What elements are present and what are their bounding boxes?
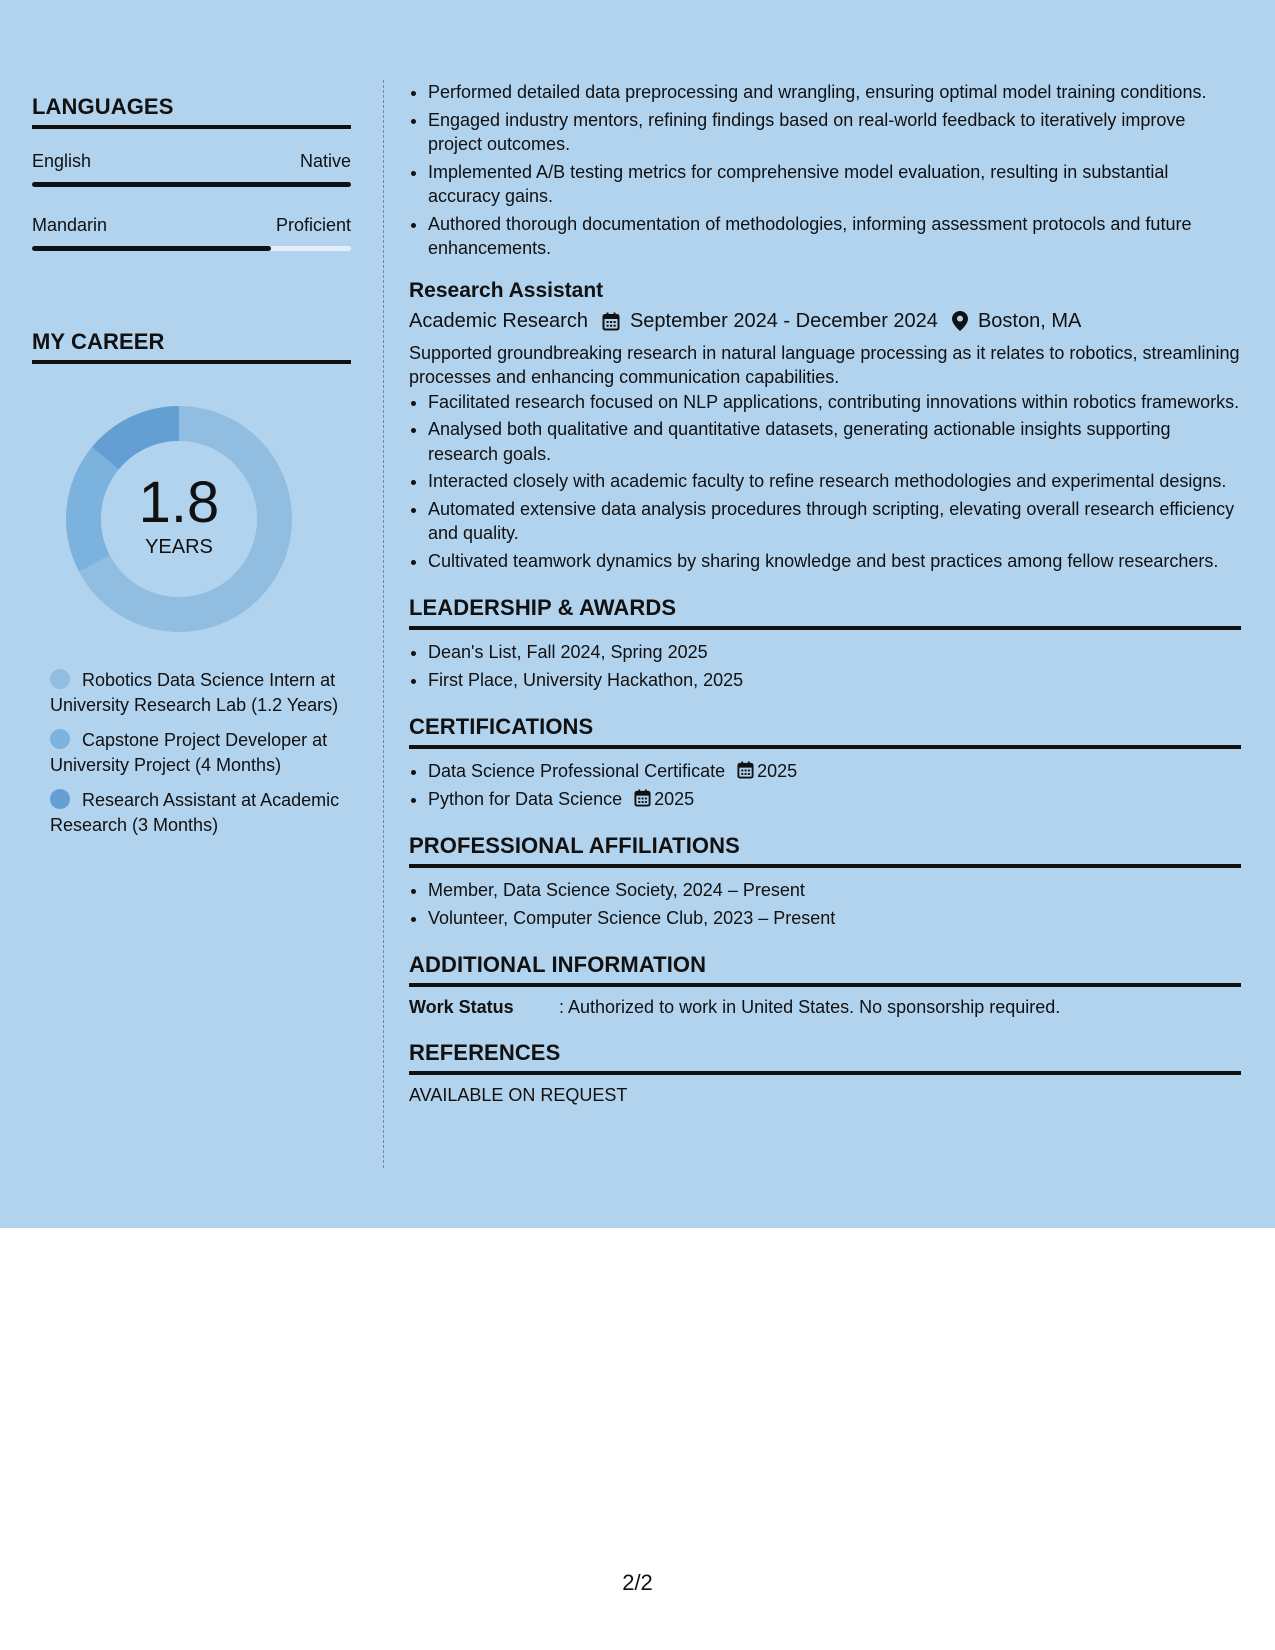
career-legend-item [50,668,340,718]
certifications-heading: CERTIFICATIONS [409,714,1241,749]
career-heading: MY CAREER [32,329,351,364]
legend-label: Capstone Project Developer at University Project (4 Months) [50,730,328,775]
location-pin-icon [952,311,968,331]
calendar-icon [634,789,651,807]
bullet-item: • Automated extensive data analysis procedures through scripting, elevating overall research efficiency and quality. [428,497,1241,546]
language-level: Native [299,151,351,171]
job-summary: Supported groundbreaking research in natural language processing as it relates to robotics, streamlining processes and enhancing communication capabilities. [409,342,1240,387]
proficiency-fill [32,182,351,187]
job-location: Boston, MA [977,309,1082,332]
legend-dot-icon [50,729,70,749]
legend-label: Robotics Data Science Intern at University Research Lab (1.2 Years) [50,670,339,715]
language-name: English [32,151,92,171]
career-total-number: 1.8 [138,469,220,535]
left-column [32,94,351,848]
right-column [409,80,1241,1106]
bullet-item: • Authored thorough documentation of methodologies, informing assessment protocols and future enhancements. [428,212,1241,261]
award-item: • Dean's List, Fall 2024, Spring 2025 [428,640,1241,665]
affiliation-item: • Volunteer, Computer Science Club, 2023 – Present [428,906,1241,931]
references-section [409,1040,1241,1106]
certification-year: 2025 [654,788,695,809]
proficiency-bar [32,182,351,187]
affiliations-heading: PROFESSIONAL AFFILIATIONS [409,833,1241,868]
bullet-item: • Interacted closely with academic faculty to refine research methodologies and experimental designs. [428,469,1241,494]
bullet-item: • Performed detailed data preprocessing and wrangling, ensuring optimal model training conditions. [428,80,1241,105]
work-status-label: Work Status [409,997,514,1017]
leadership-section [409,595,1241,692]
language-english [32,151,351,187]
leadership-heading: LEADERSHIP & AWARDS [409,595,1241,630]
award-item: • First Place, University Hackathon, 2025 [428,668,1241,693]
certification-name: Data Science Professional Certificate [428,761,726,781]
language-name: Mandarin [32,215,108,235]
bullet-item: • Facilitated research focused on NLP applications, contributing innovations within robotics frameworks. [428,390,1241,415]
additional-section [409,952,1241,1018]
job-dates: September 2024 - December 2024 [629,309,938,332]
job-title: Research Assistant [409,278,604,302]
bullet-item: • Cultivated teamwork dynamics by sharing knowledge and best practices among fellow researchers. [428,549,1241,574]
language-level: Proficient [275,215,351,235]
references-heading: REFERENCES [409,1040,1241,1075]
language-mandarin [32,215,351,251]
column-divider [383,80,384,1168]
previous-job-bullets [409,80,1241,261]
references-text: AVAILABLE ON REQUEST [409,1085,628,1105]
proficiency-fill [32,246,271,251]
certification-name: Python for Data Science [428,788,623,809]
work-status-row [409,997,1241,1018]
certification-item [428,787,1241,812]
proficiency-bar [32,246,351,251]
job-company: Academic Research [409,309,588,332]
certification-year: 2025 [757,761,798,781]
bullet-item: • Analysed both qualitative and quantitative datasets, generating actionable insights supporting research goals. [428,417,1241,466]
legend-label: Research Assistant at Academic Research (3 Months) [50,790,340,835]
career-legend-item [50,788,340,838]
bullet-item: • Implemented A/B testing metrics for comprehensive model evaluation, resulting in substantial accuracy gains. [428,160,1241,209]
career-legend [50,668,340,838]
legend-dot-icon [50,669,70,689]
certifications-section [409,714,1241,811]
legend-dot-icon [50,789,70,809]
languages-heading: LANGUAGES [32,94,351,129]
bullet-item: • Engaged industry mentors, refining findings based on real-world feedback to iteratively improve project outcomes. [428,108,1241,157]
certification-item [428,759,1241,784]
affiliations-section [409,833,1241,930]
affiliation-item: • Member, Data Science Society, 2024 – Present [428,878,1241,903]
job-bullets [409,390,1241,574]
calendar-icon [737,761,754,779]
additional-heading: ADDITIONAL INFORMATION [409,952,1241,987]
career-donut-chart [66,406,292,632]
page-number: 2/2 [622,1570,653,1595]
career-total-unit: YEARS [145,535,213,558]
job-meta [409,310,1241,333]
work-status-value: : Authorized to work in United States. No sponsorship required. [559,997,1061,1017]
calendar-icon [602,312,620,331]
career-legend-item [50,728,340,778]
